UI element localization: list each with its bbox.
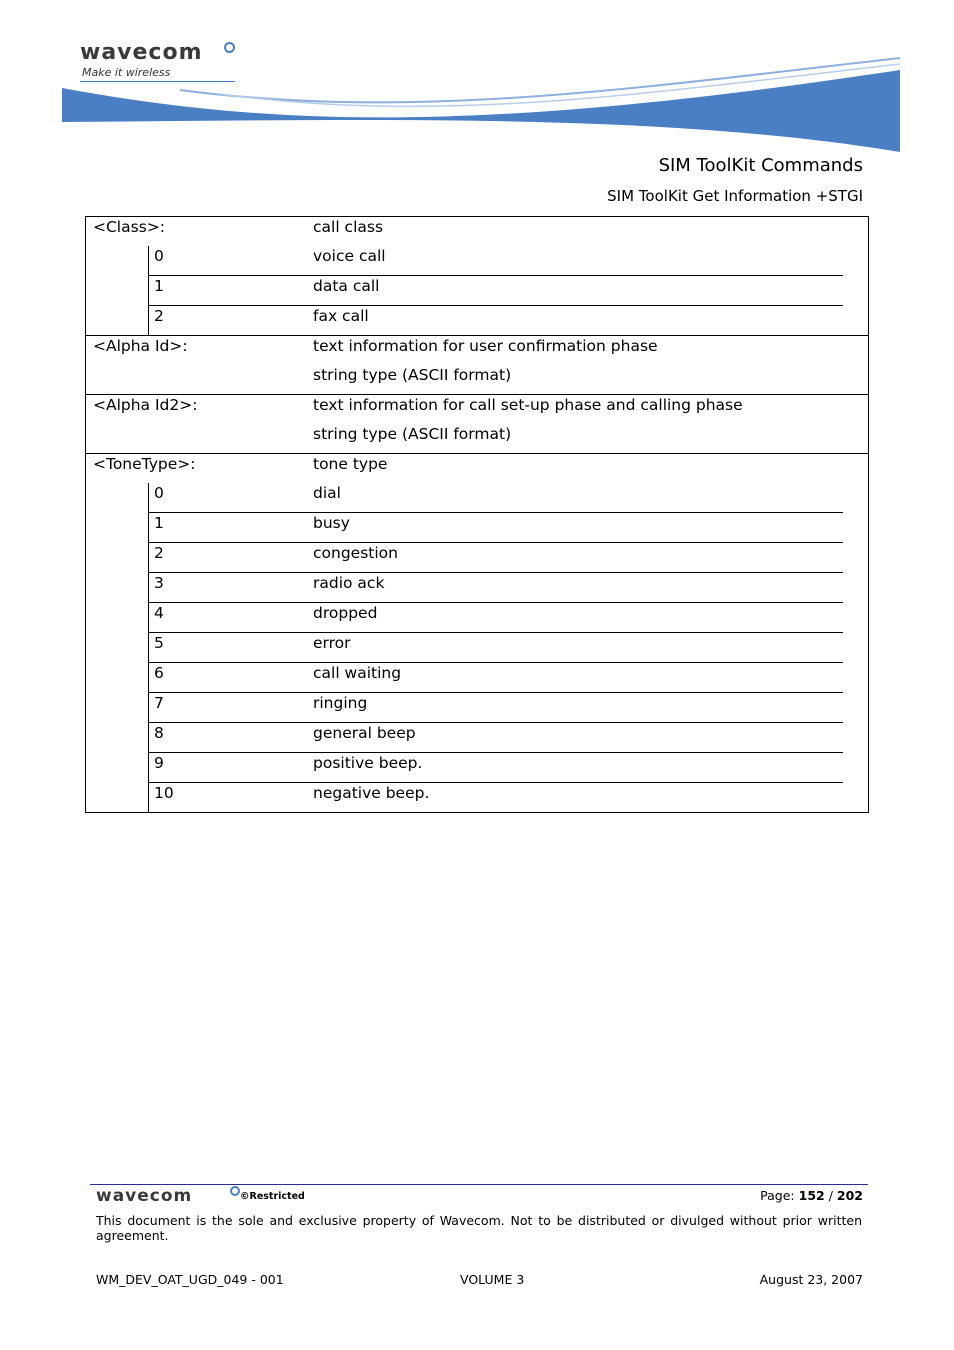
footer-logo: wavecom [96,1186,193,1206]
table-row [149,306,843,335]
volume-label: VOLUME 3 [460,1272,525,1287]
value-desc: error [313,634,351,652]
value-code: 4 [154,604,164,622]
alpha-id2-row [86,395,868,424]
value-code: 0 [154,247,164,265]
alpha-id-type-row [86,365,868,394]
logo-wordmark: wavecom [80,40,203,65]
value-code: 7 [154,694,164,712]
table-row [149,573,843,603]
page-current: 152 [798,1188,825,1203]
class-values [148,246,868,335]
value-code: 8 [154,724,164,742]
value-code: 6 [154,664,164,682]
value-code: 5 [154,634,164,652]
alpha-id2-label: <Alpha Id2>: [93,396,198,414]
page-total: 202 [836,1188,863,1203]
document-reference: WM_DEV_OAT_UGD_049 - 001 [96,1272,284,1287]
table-row [149,246,843,276]
table-row [149,483,843,513]
page-number [760,1188,863,1203]
tone-type-label: <ToneType>: [93,455,196,473]
class-value: call class [313,218,384,236]
value-desc: busy [313,514,350,532]
value-code: 2 [154,544,164,562]
alpha-id-type: string type (ASCII format) [313,366,512,384]
value-desc: ringing [313,694,368,712]
value-desc: radio ack [313,574,385,592]
value-desc: fax call [313,307,369,325]
value-desc: negative beep. [313,784,430,802]
alpha-id2-section [86,395,868,454]
footer-rule [90,1184,868,1185]
section-subtitle: SIM ToolKit Get Information +STGI [607,187,863,205]
value-desc: dropped [313,604,378,622]
tone-type-section [86,454,868,812]
table-row [149,513,843,543]
value-desc: congestion [313,544,398,562]
table-row [149,603,843,633]
confidentiality-notice: This document is the sole and exclusive property of Wavecom. Not to be distributed or divulged without prior written agreement. [96,1213,862,1243]
value-code: 3 [154,574,164,592]
table-row [149,276,843,306]
value-code: 0 [154,484,164,502]
value-code: 9 [154,754,164,772]
table-row [149,663,843,693]
alpha-id-desc: text information for user confirmation phase [313,337,658,355]
table-row [149,543,843,573]
value-code: 1 [154,514,164,532]
table-row [149,693,843,723]
table-row [149,753,843,783]
value-desc: general beep [313,724,416,742]
value-code: 10 [154,784,174,802]
header-swoosh-graphic [60,50,900,155]
parameter-table [85,216,869,813]
class-label: <Class>: [93,218,165,236]
section-title: SIM ToolKit Commands [658,155,863,176]
value-desc: data call [313,277,380,295]
document-date: August 23, 2007 [759,1272,863,1287]
alpha-id2-desc: text information for call set-up phase and calling phase [313,396,743,414]
table-row [149,723,843,753]
value-code: 1 [154,277,164,295]
page-separator: / [828,1188,833,1203]
alpha-id-label: <Alpha Id>: [93,337,188,355]
restricted-label: ©Restricted [240,1191,305,1202]
registered-icon [230,1186,240,1196]
alpha-id-section [86,336,868,395]
page-label: Page: [760,1188,795,1203]
value-desc: call waiting [313,664,402,682]
value-desc: positive beep. [313,754,423,772]
tone-type-values [148,483,868,812]
table-row [149,633,843,663]
value-code: 2 [154,307,164,325]
class-section [86,217,868,336]
value-desc: dial [313,484,341,502]
class-header-row [86,217,868,246]
tone-type-header-row [86,454,868,483]
table-row [149,783,843,812]
logo-tagline: Make it wireless [82,66,171,79]
value-desc: voice call [313,247,386,265]
alpha-id-row [86,336,868,365]
alpha-id2-type: string type (ASCII format) [313,425,512,443]
tone-type-value: tone type [313,455,388,473]
alpha-id2-type-row [86,424,868,453]
